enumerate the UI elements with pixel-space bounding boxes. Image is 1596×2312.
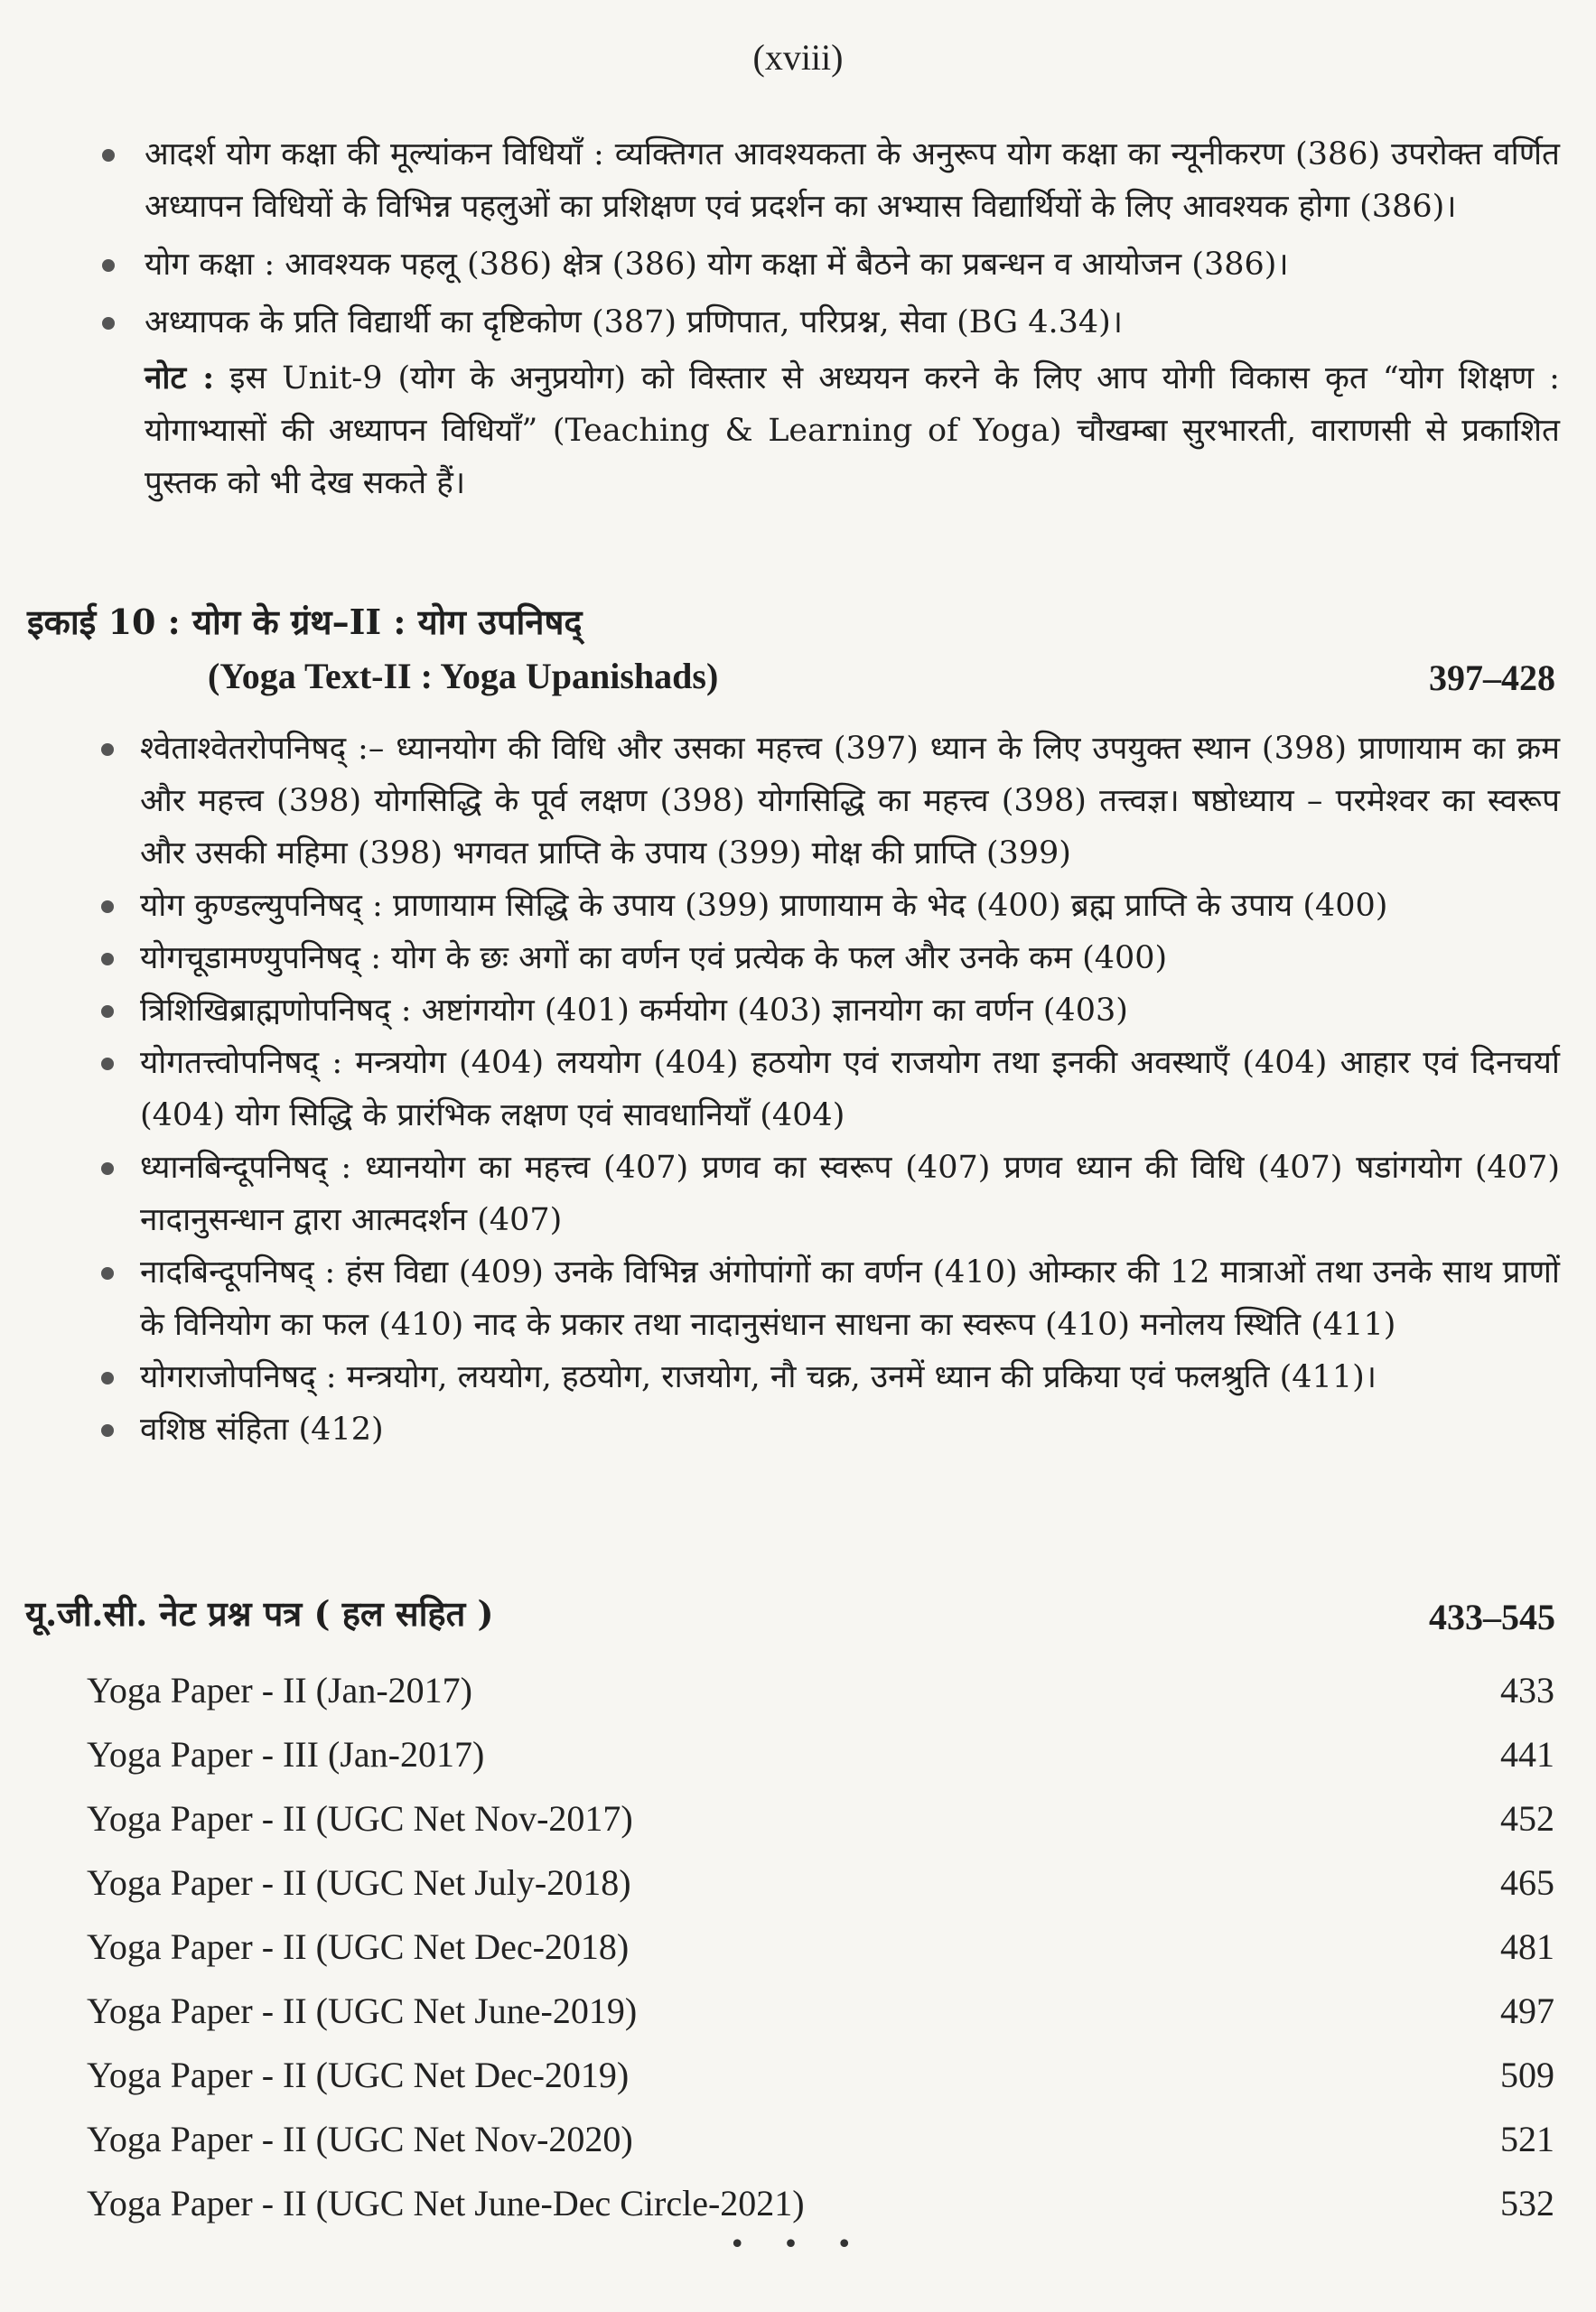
paper-page: 481 [1500, 1926, 1554, 1967]
bullet-icon [101, 1267, 114, 1280]
paper-page: 521 [1500, 2119, 1554, 2159]
list-item [0, 1246, 1596, 1351]
paper-row [87, 1658, 1554, 1722]
list-item [0, 238, 1596, 291]
list-item [0, 880, 1596, 932]
bullet-icon [101, 1162, 114, 1175]
page-number: (xviii) [752, 37, 844, 78]
paper-row [87, 1915, 1554, 1979]
paper-title: Yoga Paper - II (UGC Net Nov-2020) [87, 2119, 633, 2159]
list-item-text: योगराजोपनिषद् : मन्त्रयोग, लययोग, हठयोग, राजयोग, नौ चक्र, उनमें ध्यान की प्रकिया एवं फलश्रुति (411)। [140, 1359, 1377, 1395]
paper-page: 433 [1500, 1670, 1554, 1711]
bullet-icon [101, 953, 114, 965]
list-item-text: योगचूडामण्युपनिषद् : योग के छः अगों का वर्णन एवं प्रत्येक के फल और उनके कम (400) [140, 940, 1168, 976]
bullet-icon [101, 1058, 114, 1070]
list-item-text: नादबिन्दूपनिषद् : हंस विद्या (409) उनके विभिन्न अंगोपांगों का वर्णन (410) ओम्कार की 12 मात्राओं तथा उनके साथ प्राणों के विनियोग का फल (410) नाद के प्रकार तथा नादानुसंधान साधना का स्वरूप (410) मनोलय स्थिति (411) [140, 1254, 1560, 1343]
paper-page: 441 [1500, 1734, 1554, 1775]
end-marker: • • • [729, 2229, 867, 2261]
list-item-text: योग कुण्डल्युपनिषद् : प्राणायाम सिद्धि के उपाय (399) प्राणायाम के भेद (400) ब्रह्म प्राप्ति के उपाय (400) [140, 888, 1388, 924]
list-item [0, 722, 1596, 880]
list-item [0, 1037, 1596, 1142]
unit9-section [0, 128, 1596, 509]
list-item-text: योग कक्षा : आवश्यक पहलू (386) क्षेत्र (386) योग कक्षा में बैठने का प्रबन्धन व आयोजन (386)। [145, 247, 1289, 283]
paper-row [87, 2171, 1554, 2235]
list-item [0, 932, 1596, 984]
paper-row [87, 2043, 1554, 2107]
ugc-heading: यू.जी.सी. नेट प्रश्न पत्र ( हल सहित ) [25, 1593, 494, 1634]
unit10-heading: इकाई 10 : योग के ग्रंथ–II : योग उपनिषद् [27, 601, 583, 642]
paper-page: 452 [1500, 1798, 1554, 1839]
unit10-subtitle: (Yoga Text-II : Yoga Upanishads) [208, 656, 719, 696]
paper-title: Yoga Paper - II (UGC Net Nov-2017) [87, 1798, 633, 1839]
bullet-icon [101, 1372, 114, 1384]
ugc-page-range: 433–545 [1429, 1597, 1555, 1637]
paper-page: 497 [1500, 1990, 1554, 2031]
paper-title: Yoga Paper - II (UGC Net Dec-2019) [87, 2055, 630, 2095]
paper-row [87, 1851, 1554, 1915]
list-item [0, 1351, 1596, 1403]
bullet-icon [102, 149, 115, 162]
paper-title: Yoga Paper - II (UGC Net June-Dec Circle-2021) [87, 2183, 805, 2223]
paper-page: 532 [1500, 2183, 1554, 2223]
paper-row [87, 1786, 1554, 1851]
note-label: नोट : [145, 359, 215, 396]
list-item [0, 984, 1596, 1037]
list-item [0, 296, 1596, 349]
paper-title: Yoga Paper - II (Jan-2017) [87, 1670, 472, 1711]
list-item-text: श्वेताश्वेतरोपनिषद् :– ध्यानयोग की विधि और उसका महत्त्व (397) ध्यान के लिए उपयुक्त स्थान (398) प्राणायाम का क्रम और महत्त्व (398) योगसिद्धि के पूर्व लक्षण (398) योगसिद्धि का महत्त्व (398) तत्त्वज्ञ। षष्ठोध्याय – परमेश्वर का स्वरूप और उसकी महिमा (398) भगवत प्राप्ति के उपाय (399) मोक्ष की प्राप्ति (399) [140, 731, 1560, 872]
list-item-text: ध्यानबिन्दूपनिषद् : ध्यानयोग का महत्त्व (407) प्रणव का स्वरूप (407) प्रणव ध्यान की विधि (407) षडांगयोग (407) नादानुसन्धान द्वारा आत्मदर्शन (407) [140, 1150, 1560, 1238]
bullet-icon [101, 900, 114, 913]
list-item-text: वशिष्ठ संहिता (412) [140, 1412, 384, 1448]
paper-row [87, 1722, 1554, 1786]
bullet-icon [102, 259, 115, 272]
unit10-page-range: 397–428 [1429, 657, 1555, 698]
bullet-icon [101, 1424, 114, 1437]
paper-page: 465 [1500, 1862, 1554, 1903]
paper-title: Yoga Paper - II (UGC Net Dec-2018) [87, 1926, 630, 1967]
list-item-text: त्रिशिखिब्राह्मणोपनिषद् : अष्टांगयोग (401) कर्मयोग (403) ज्ञानयोग का वर्णन (403) [140, 993, 1128, 1029]
unit10-section [0, 722, 1596, 1456]
unit9-list [0, 128, 1596, 349]
paper-row [87, 1979, 1554, 2043]
paper-title: Yoga Paper - II (UGC Net June-2019) [87, 1990, 638, 2031]
list-item [0, 1142, 1596, 1246]
paper-title: Yoga Paper - III (Jan-2017) [87, 1734, 485, 1775]
paper-row [87, 2107, 1554, 2171]
bullet-icon [101, 1005, 114, 1018]
note-text: इस Unit-9 (योग के अनुप्रयोग) को विस्तार से अध्ययन करने के लिए आप योगी विकास कृत “योग शिक्षण : योगाभ्यासों की अध्यापन विधियाँ” (Teaching & Learning of Yoga) चौखम्बा सुरभारती, वाराणसी से प्रकाशित पुस्तक को भी देख सकते हैं। [145, 360, 1560, 501]
bullet-icon [102, 317, 115, 330]
bullet-icon [101, 743, 114, 756]
paper-list [87, 1658, 1554, 2235]
paper-title: Yoga Paper - II (UGC Net July-2018) [87, 1862, 631, 1903]
list-item [0, 1403, 1596, 1456]
paper-page: 509 [1500, 2055, 1554, 2095]
note-paragraph [0, 352, 1596, 509]
list-item [0, 128, 1596, 233]
list-item-text: योगतत्त्वोपनिषद् : मन्त्रयोग (404) लययोग (404) हठयोग एवं राजयोग तथा इनकी अवस्थाएँ (404) आहार एवं दिनचर्या (404) योग सिद्धि के प्रारंभिक लक्षण एवं सावधानियाँ (404) [140, 1045, 1560, 1133]
list-item-text: आदर्श योग कक्षा की मूल्यांकन विधियाँ : व्यक्तिगत आवश्यकता के अनुरूप योग कक्षा का न्यूनीकरण (386) उपरोक्त वर्णित अध्यापन विधियों के विभिन्न पहलुओं का प्रशिक्षण एवं प्रदर्शन का अभ्यास विद्यार्थियों के लिए आवश्यक होगा (386)। [145, 136, 1560, 225]
list-item-text: अध्यापक के प्रति विद्यार्थी का दृष्टिकोण (387) प्रणिपात, परिप्रश्न, सेवा (BG 4.34)। [145, 304, 1124, 340]
unit10-list [0, 722, 1596, 1456]
